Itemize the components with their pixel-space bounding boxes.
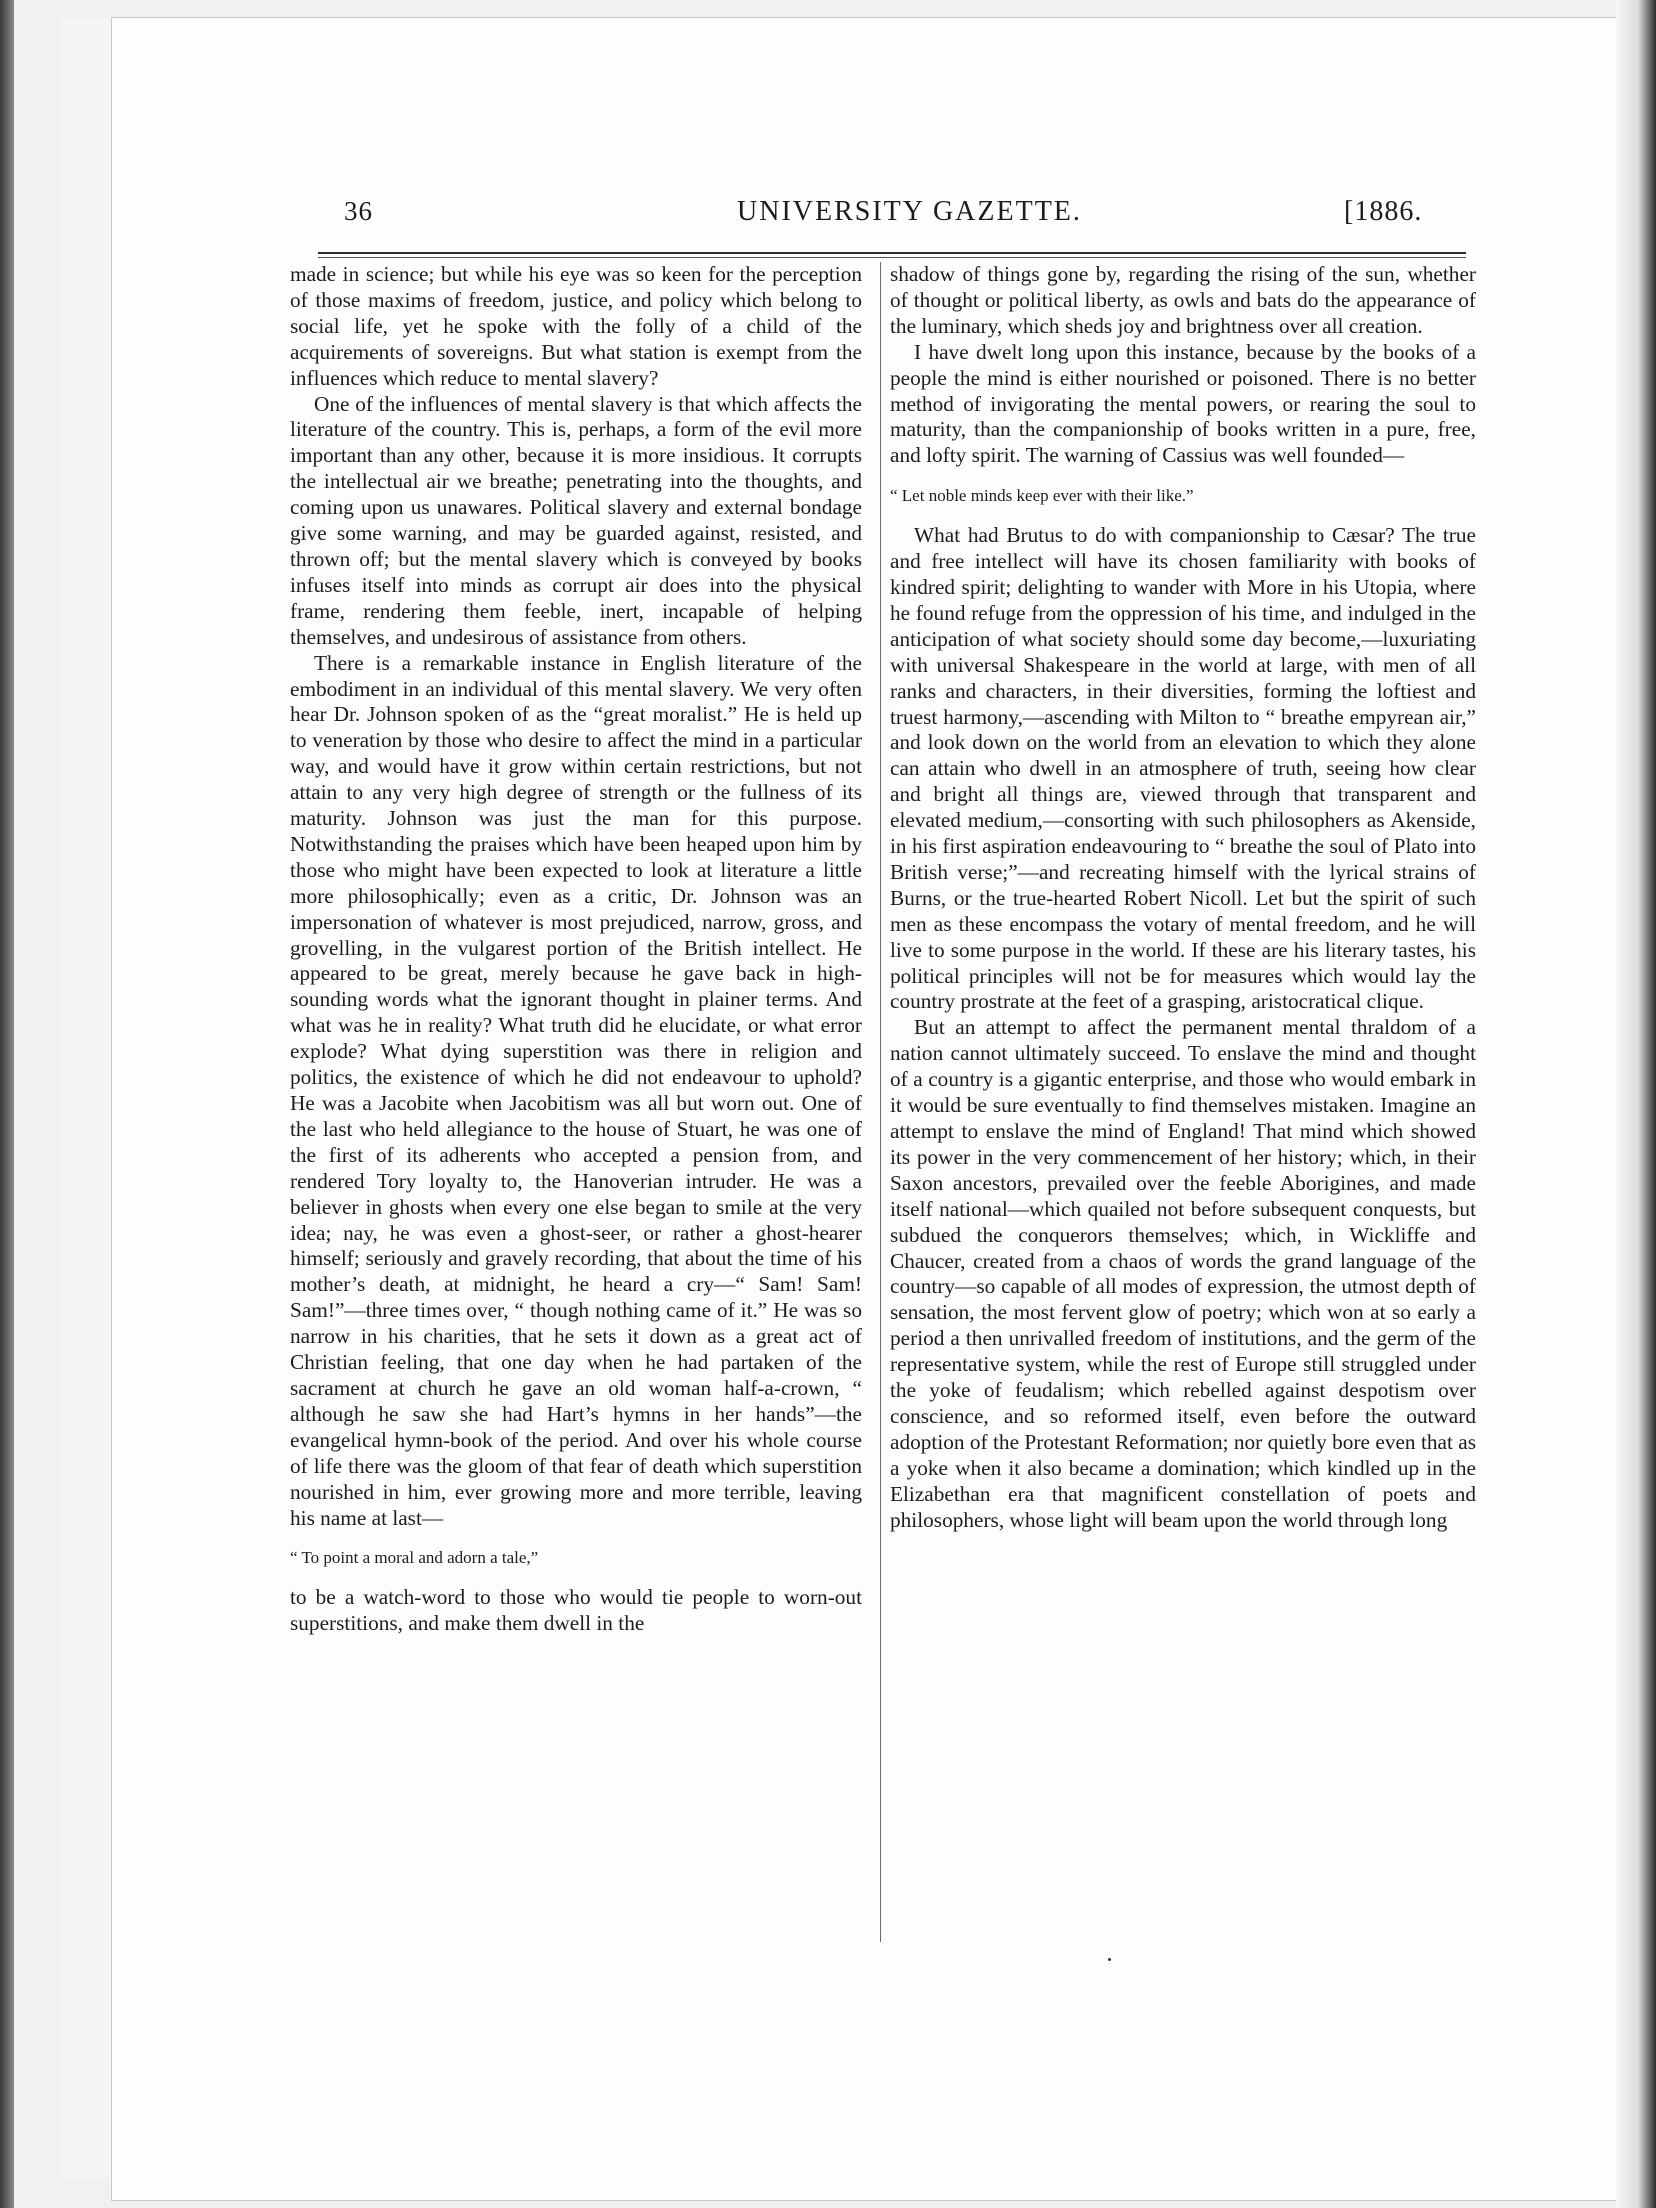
column-divider — [880, 262, 881, 1942]
right-column — [890, 262, 1476, 1534]
paragraph: There is a remarkable instance in English literature of the embodiment in an individual of this mental slavery. We very often hear Dr. Johnson spoken of as the “great moralist.” He is held up to veneration by those who desire to affect the mind in a particular way, and would have it grow within certain restrictions, but not attain to any very high degree of strength or the fullness of its maturity. Johnson was just the man for this purpose. Notwithstanding the praises which have been heaped upon him by those who might have been expected to look at literature a little more philosophically; even as a critic, Dr. Johnson was an impersonation of whatever is most prejudiced, narrow, gross, and grovelling, in the vulgarest portion of the British intellect. He appeared to be great, merely because he gave back in high-sounding words what the ignorant thought in plainer terms. And what was he in reality? What truth did he elucidate, or what error explode? What dying superstition was there in religion and politics, the existence of which he did not endeavour to uphold? He was a Jacobite when Jacobitism was all but worn out. One of the last who held allegiance to the house of Stuart, he was one of the first of its adherents who accepted a pension from, and rendered Tory loyalty to, the Hanoverian intruder. He was a believer in ghosts when every one else began to smile at the very idea; nay, he was even a ghost-seer, or rather a ghost-hearer himself; seriously and gravely recording, that about the time of his mother’s death, at midnight, he heard a cry—“ Sam! Sam! Sam!”—three times over, “ though nothing came of it.” He was so narrow in his charities, that he sets it down as a great act of Christian feeling, that one day when he had partaken of the sacrament at church he gave an old woman half-a-crown, “ although he saw she had Hart’s hymns in her hands”—the evangelical hymn-book of the period. And over his whole course of life there was the gloom of that fear of death which superstition nourished in him, ever growing more and more terrible, leaving his name at last— — [290, 650, 862, 1530]
publication-title: UNIVERSITY GAZETTE. — [737, 196, 1082, 227]
paragraph: shadow of things gone by, regarding the rising of the sun, whether of thought or political liberty, as owls and bats do the appearance of the luminary, which sheds joy and brightness over all creation. — [890, 262, 1476, 338]
page-number: 36 — [344, 196, 373, 226]
issue-year: [1886. — [1344, 196, 1423, 227]
page-gutter — [60, 18, 113, 2178]
running-header — [344, 196, 1434, 236]
quotation: “ Let noble minds keep ever with their like.” — [890, 486, 1194, 506]
quotation: “ To point a moral and adorn a tale,” — [290, 1548, 539, 1568]
paragraph: I have dwelt long upon this instance, because by the books of a people the mind is either nourished or poisoned. There is no better method of invigorating the mental powers, or rearing the soul to maturity, than the companionship of books written in a pure, free, and lofty spirit. The warning of Cassius was well founded— — [890, 339, 1476, 468]
paragraph: What had Brutus to do with companionship to Cæsar? The true and free intellect will have its chosen familiarity with books of kindred spirit; delighting to wander with More in his Utopia, where he found refuge from the oppression of his time, and indulged in the anticipation of what society should some day become,—luxuriating with universal Shakespeare in the world at large, with men of all ranks and characters, in their diversities, forming the loftiest and truest harmony,—ascending with Milton to “ breathe empyrean air,” and look down on the world from an elevation to which they alone can attain who dwell in an atmosphere of truth, seeing how clear and bright all things are, viewed through that transparent and elevated medium,—consorting with such philosophers as Akenside, in his first aspiration endeavouring to “ breathe the soul of Plato into British verse;”—and recreating himself with the lyrical strains of Burns, or the true-hearted Robert Nicoll. Let but the spirit of such men as these encompass the votary of mental freedom, and he will live to some purpose in the world. If these are his literary tastes, his political principles will not be for measures which would lay the country prostrate at the feet of a grasping, aristocratical clique. — [890, 523, 1476, 1014]
ink-speck — [1108, 1958, 1111, 1961]
scan-right-edge — [1616, 0, 1656, 2208]
left-column — [290, 262, 862, 1637]
header-rule — [318, 252, 1466, 254]
paragraph: made in science; but while his eye was so keen for the perception of those maxims of freedom, justice, and policy which belong to social life, yet he spoke with the folly of a child of the acquirements of sovereigns. But what station is exempt from the influences which reduce to mental slavery? — [290, 262, 862, 390]
header-rule-thin — [318, 257, 1466, 258]
paragraph: to be a watch-word to those who would tie people to worn-out superstitions, and make them dwell in the — [290, 1585, 862, 1636]
paragraph: But an attempt to affect the permanent mental thraldom of a nation cannot ultimately succeed. To enslave the mind and thought of a country is a gigantic enterprise, and those who would embark in it would be sure eventually to find themselves mistaken. Imagine an attempt to enslave the mind of England! That mind which showed its power in the very commencement of her history; which, in their Saxon ancestors, prevailed over the feeble Aborigines, and made itself national—which quailed not before subsequent conquests, but subdued the conquerors themselves; which, in Wickliffe and Chaucer, created from a chaos of words the grand language of the country—so capable of all modes of expression, the utmost depth of sensation, the most fervent glow of poetry; which won at so early a period a then unrivalled freedom of institutions, and the germ of the representative system, while the rest of Europe still struggled under the yoke of feudalism; which rebelled against despotism over conscience, and so reformed itself, even before the outward adoption of the Protestant Reformation; nor quietly bore even that as a yoke when it also became a domination; which kindled up in the Elizabethan era that magnificent constellation of poets and philosophers, whose light will beam upon the world through long — [890, 1015, 1476, 1532]
scan-left-edge — [0, 0, 14, 2208]
paragraph: One of the influences of mental slavery is that which affects the literature of the country. This is, perhaps, a form of the evil more important than any other, because it is more insidious. It corrupts the intellectual air we breathe; penetrating into the thoughts, and coming upon us unawares. Political slavery and external bondage give some warning, and may be guarded against, resisted, and thrown off; but the mental slavery which is conveyed by books infuses itself into minds as corrupt air does into the physical frame, rendering them feeble, inert, incapable of helping themselves, and undesirous of assistance from others. — [290, 391, 862, 649]
